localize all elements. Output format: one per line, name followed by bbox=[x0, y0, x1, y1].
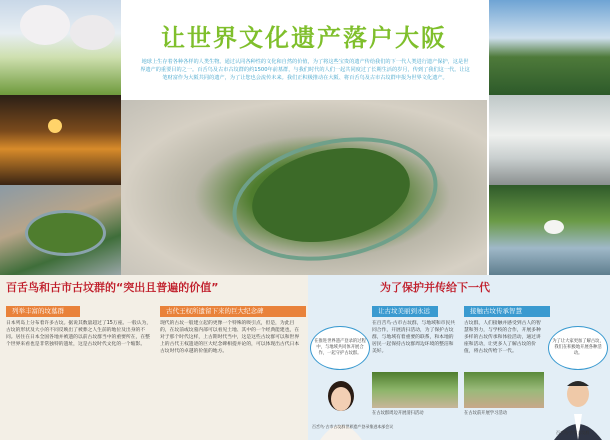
moat-lake-photo bbox=[489, 0, 610, 95]
speech-bubble-left bbox=[310, 326, 370, 370]
signature-right: 百舌鸟·古市古坟群 bbox=[556, 430, 590, 435]
subheading-monument: 古代王权所遗留下来的巨大纪念碑 bbox=[160, 306, 306, 317]
body-text-monument: 现代的古坟一般建立起的更像一个特殊的吸引点，但是，为此目的，在坟前或坟墓内部可以看见土地、其中的一个经典能建也，在对于那个时代这样，上古期时代当中，这是这些古坟群可以和世界上的古代王权遗迹的巨大纪念碑相提并论的，可以体现出古代日本古坟时代的卓越的价值的地方。 bbox=[160, 321, 300, 354]
kofun-aerial-photo bbox=[0, 185, 121, 275]
speech-bubble-right-text: 为了让大家更加了解古坟，我们在积极地开展各种活动。 bbox=[552, 339, 604, 356]
cleanup-photo bbox=[372, 372, 458, 408]
heron-photo bbox=[489, 185, 610, 275]
snowy-moat-photo bbox=[489, 95, 610, 185]
body-text-beautiful: 在百舌鸟·古市古坟群，与地域和市民共同合作，开展清扫活动，为了保护古坟群，与地域有着重要的联系，和本地的居民一起保持古坟群周边环境的整洁和美好。 bbox=[372, 321, 456, 354]
preservation-heading: 为了保护并传给下一代 bbox=[380, 281, 490, 294]
intro-text: 地球上生存着各种各样的人类生物。通过认同各种性的文化和自然的价值，为了将这些宝贵的遗产传给我们的下一代人类进行遗产保护，这是世界遗产的重要目的之一。百舌鸟及古市古坟群的约1500年前墓群，与我们时代的人们一起共同度过了长期生活的岁月，传到了我们这一代。让这笔财富作为大阪共同的遗产，为了让您也会流传未来。我们正积极推动在大阪、将百舌鸟及古市古坟群申报为世界文化遗产。 bbox=[140, 59, 470, 81]
cleanup-caption: 在古坟群周边开展清扫活动 bbox=[372, 411, 424, 416]
signature-left: 百舌鸟·古市古坟群世界遗产登录推进本部会议 bbox=[312, 424, 394, 429]
main-kofun-aerial-photo bbox=[121, 100, 487, 275]
sunset-pond-photo bbox=[0, 95, 121, 185]
speech-bubble-left-text: 在推进世界遗产登录的过程中，与地域共同体开展合作，一起守护古坟群。 bbox=[314, 339, 366, 356]
value-section bbox=[0, 275, 308, 440]
value-heading: 百舌鸟和古市古坟群的“突出且普遍的价值” bbox=[6, 281, 219, 294]
body-text-wisdom: 古坟群，人们接触并感受到古人的智慧和努力，与学校的合作，开展多种多样的古坟传承和体验活动，通过讲座和活动，让更多人了解古坟的价值，将古坟传给下一代。 bbox=[464, 321, 541, 354]
body-text-rich-kofun: 日本列岛上分布着许多古坟。据说其数量超过了15万座。一般认为，古坟的形状及大小的不同反映出了被葬之人生前的地位及出身的不同。居住在日本全国各地并被遗的以前古坟群当中的重要所在，在整个世界来看也是非常独特的遗址，这是古坟时代文化的一个缩影。 bbox=[6, 321, 152, 347]
speech-bubble-right bbox=[548, 326, 608, 370]
subheading-beautiful: 让古坟美丽到永远 bbox=[372, 306, 438, 317]
subheading-wisdom: 接触古坟传承智慧 bbox=[464, 306, 550, 317]
study-group-photo bbox=[464, 372, 544, 408]
subheading-rich-kofun: 列举丰富的坟墓群 bbox=[6, 306, 80, 317]
study-group-caption: 在古坟前开展学习活动 bbox=[464, 411, 507, 416]
cherry-blossom-photo bbox=[0, 0, 121, 95]
page-title: 让世界文化遗产落户大阪 bbox=[161, 24, 447, 52]
